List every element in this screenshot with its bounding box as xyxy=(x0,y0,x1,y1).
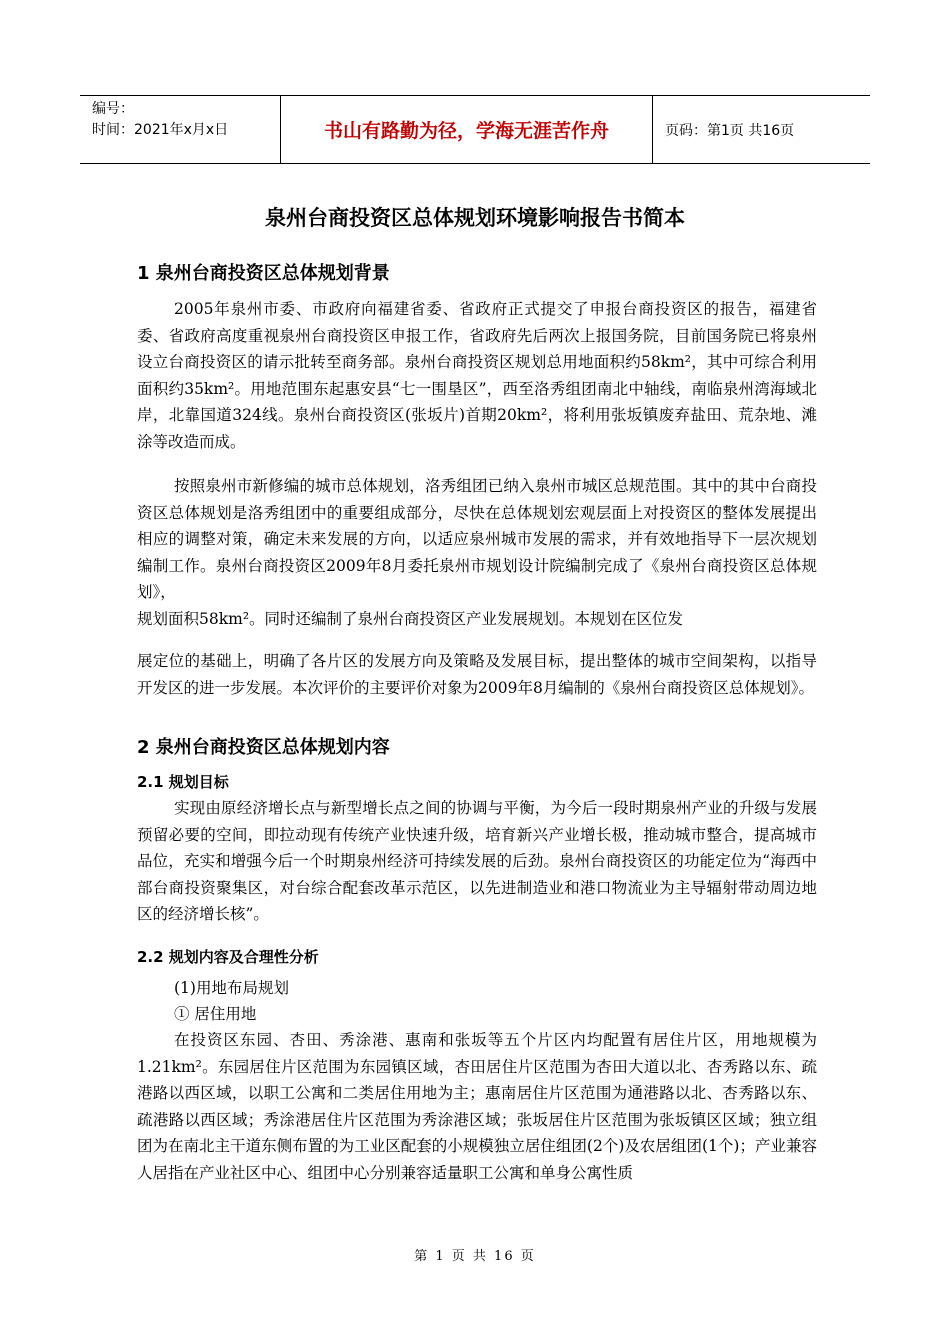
residential-paragraph: 在投资区东园、杏田、秀涂港、惠南和张坂等五个片区内均配置有居住片区，用地规模为1.21km²。东园居住片区范围为东园镇区域，杏田居住片区范围为杏田大道以北、杏秀路以东、疏港路以西区域，以职工公寓和二类居住用地为主；惠南居住片区范围为通港路以北、杏秀路以东、疏港路以西区域；秀涂港居住片区范围为秀涂港区域；张坂居住片区范围为张坂镇区区域；独立组团为在南北主干道东侧布置的为工业区配套的小规模独立居住组团(2个)及农居组团(1个)；产业兼容人居指在产业社区中心、组团中心分别兼容适量职工公寓和单身公寓性质 xyxy=(137,1031,817,1182)
section-1-paragraph-2-cont: 展定位的基础上，明确了各片区的发展方向及策略及发展目标，提出整体的城市空间架构，以指导开发区的进一步发展。本次评价的主要评价对象为2009年8月编制的《泉州台商投资区总体规划》。 xyxy=(137,652,817,697)
time-label: 时间：2021年x月x日 xyxy=(92,122,229,138)
subsection-2-2-heading: 2.2 规划内容及合理性分析 xyxy=(137,948,319,966)
section-2-heading: 2 泉州台商投资区总体规划内容 xyxy=(137,737,390,758)
item-land-use: (1)用地布局规划 xyxy=(174,979,289,997)
section-1-heading: 1 泉州台商投资区总体规划背景 xyxy=(137,263,390,284)
page-info: 页码：第1页 共16页 xyxy=(665,122,795,139)
header-meta-cell xyxy=(80,96,281,163)
document-title: 泉州台商投资区总体规划环境影响报告书简本 xyxy=(265,206,685,230)
page-footer: 第 1 页 共 16 页 xyxy=(414,1249,536,1264)
section-1-paragraph-1: 2005年泉州市委、市政府向福建省委、省政府正式提交了申报台商投资区的报告，福建省委、省政府高度重视泉州台商投资区申报工作，省政府先后两次上报国务院，目前国务院已将泉州设立台商投资区的请示批转至商务部。泉州台商投资区规划总用地面积约58km²，其中可综合利用面积约35km²。用地范围东起惠安县“七一围垦区”，西至洛秀组团南北中轴线，南临泉州湾海域北岸，北靠国道324线。泉州台商投资区(张坂片)首期20km²，将利用张坂镇废弃盐田、荒杂地、滩涂等改造而成。 xyxy=(137,300,817,451)
section-1-paragraph-2: 按照泉州市新修编的城市总体规划，洛秀组团已纳入泉州市城区总规范围。其中的其中台商投资区总体规划是洛秀组团中的重要组成部分，尽快在总体规划宏观层面上对投资区的整体发展提出相应的调整对策，确定未来发展的方向，以适应泉州城市发展的需求，并有效地指导下一层次规划编制工作。泉州台商投资区2009年8月委托泉州市规划设计院编制完成了《泉州台商投资区总体规划》， xyxy=(137,477,817,601)
header-table xyxy=(80,95,870,164)
motto-text: 书山有路勤为径，学海无涯苦作舟 xyxy=(281,96,653,163)
subsection-2-1-heading: 2.1 规划目标 xyxy=(137,773,229,791)
item-residential: ① 居住用地 xyxy=(174,1005,257,1023)
number-label: 编号： xyxy=(92,101,134,117)
subsection-2-1-paragraph: 实现由原经济增长点与新型增长点之间的协调与平衡，为今后一段时期泉州产业的升级与发展预留必要的空间，即拉动现有传统产业快速升级，培育新兴产业增长极，推动城市整合，提高城市品位，充实和增强今后一个时期泉州经济可持续发展的后劲。泉州台商投资区的功能定位为“海西中部台商投资聚集区，对台综合配套改革示范区，以先进制造业和港口物流业为主导辐射带动周边地区的经济增长核”。 xyxy=(137,799,817,923)
section-1-paragraph-2-line: 规划面积58km²。同时还编制了泉州台商投资区产业发展规划。本规划在区位发 xyxy=(137,610,684,628)
